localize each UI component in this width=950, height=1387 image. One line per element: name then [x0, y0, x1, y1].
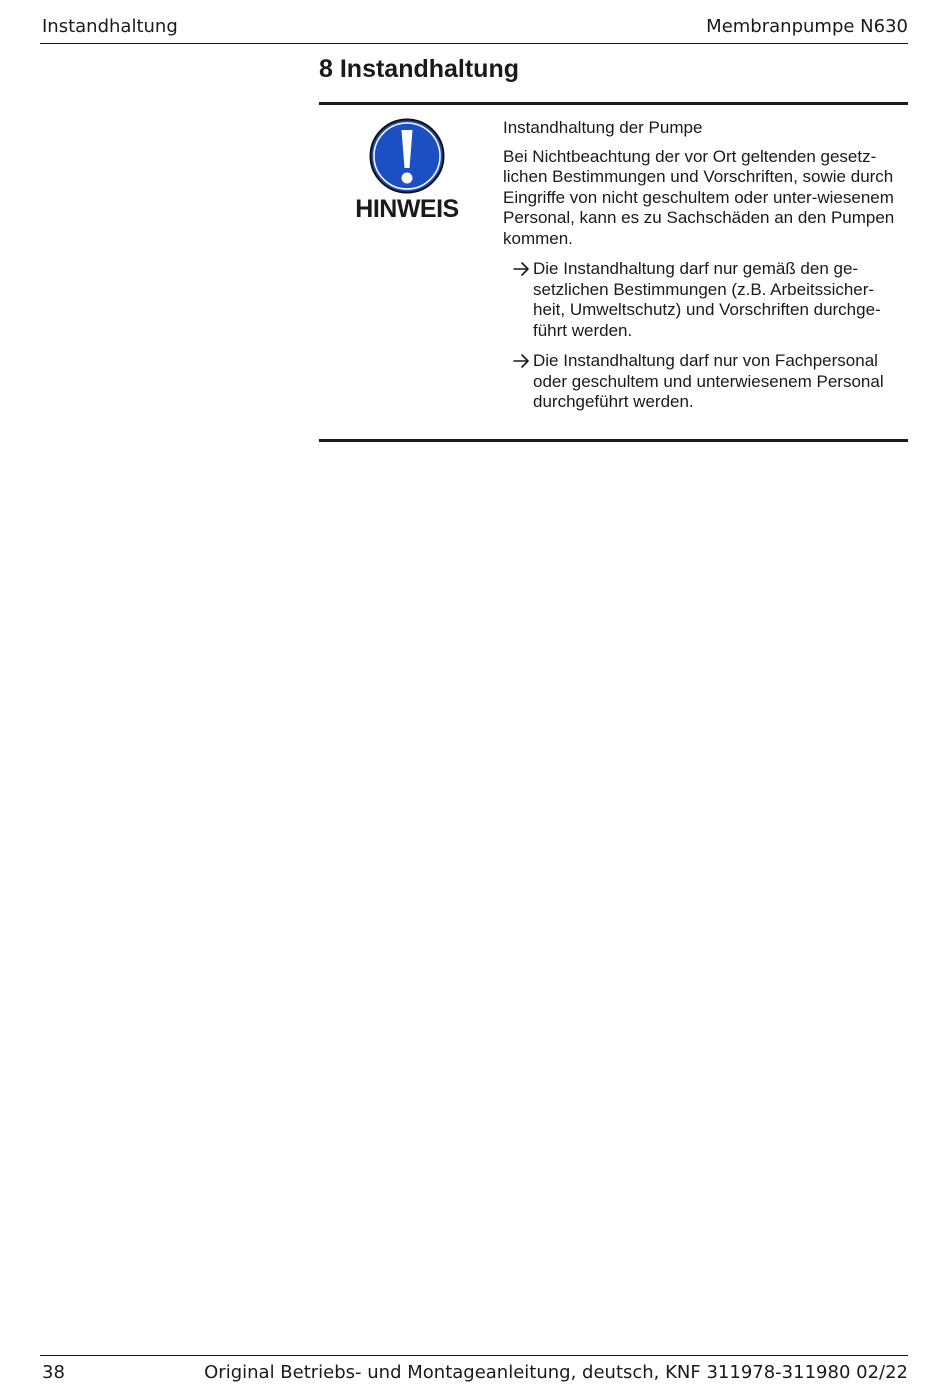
signal-word: HINWEIS [355, 195, 459, 223]
footer-document-info: Original Betriebs- und Montageanleitung, deutsch, KNF 311978-311980 02/22 [204, 1362, 908, 1383]
page-number: 38 [42, 1362, 65, 1383]
running-header-section: Instandhaltung [42, 16, 178, 37]
notice-title: Instandhaltung der Pumpe [503, 118, 703, 137]
notice-step [503, 351, 903, 413]
notice-body: Bei Nichtbeachtung der vor Ort geltenden gesetz-lichen Bestimmungen und Vorschriften, sowie durch Eingriffe von nicht geschultem oder unter-wiesenem Personal, kann es zu Sachschäden an den Pumpen kommen. [503, 146, 895, 248]
arrow-right-icon [512, 259, 532, 279]
notice-bottom-rule [319, 439, 908, 442]
notice-top-rule [319, 102, 908, 105]
notice-step-text: Die Instandhaltung darf nur von Fachpersonal oder geschultem und unterwiesenem Personal durchgeführt werden. [533, 351, 884, 411]
arrow-right-icon [512, 351, 532, 371]
footer-divider [40, 1355, 908, 1356]
notice-step-text: Die Instandhaltung darf nur gemäß den ge-setzlichen Bestimmungen (z.B. Arbeitssicher-heit, Umweltschutz) und Vorschriften durchge-führt werden. [533, 259, 881, 340]
notice-content [503, 118, 903, 423]
mandatory-exclamation-icon [369, 118, 445, 194]
chapter-title: 8 Instandhaltung [319, 55, 519, 83]
notice-step [503, 259, 903, 341]
header-divider [40, 43, 908, 44]
running-header-product: Membranpumpe N630 [706, 16, 908, 37]
